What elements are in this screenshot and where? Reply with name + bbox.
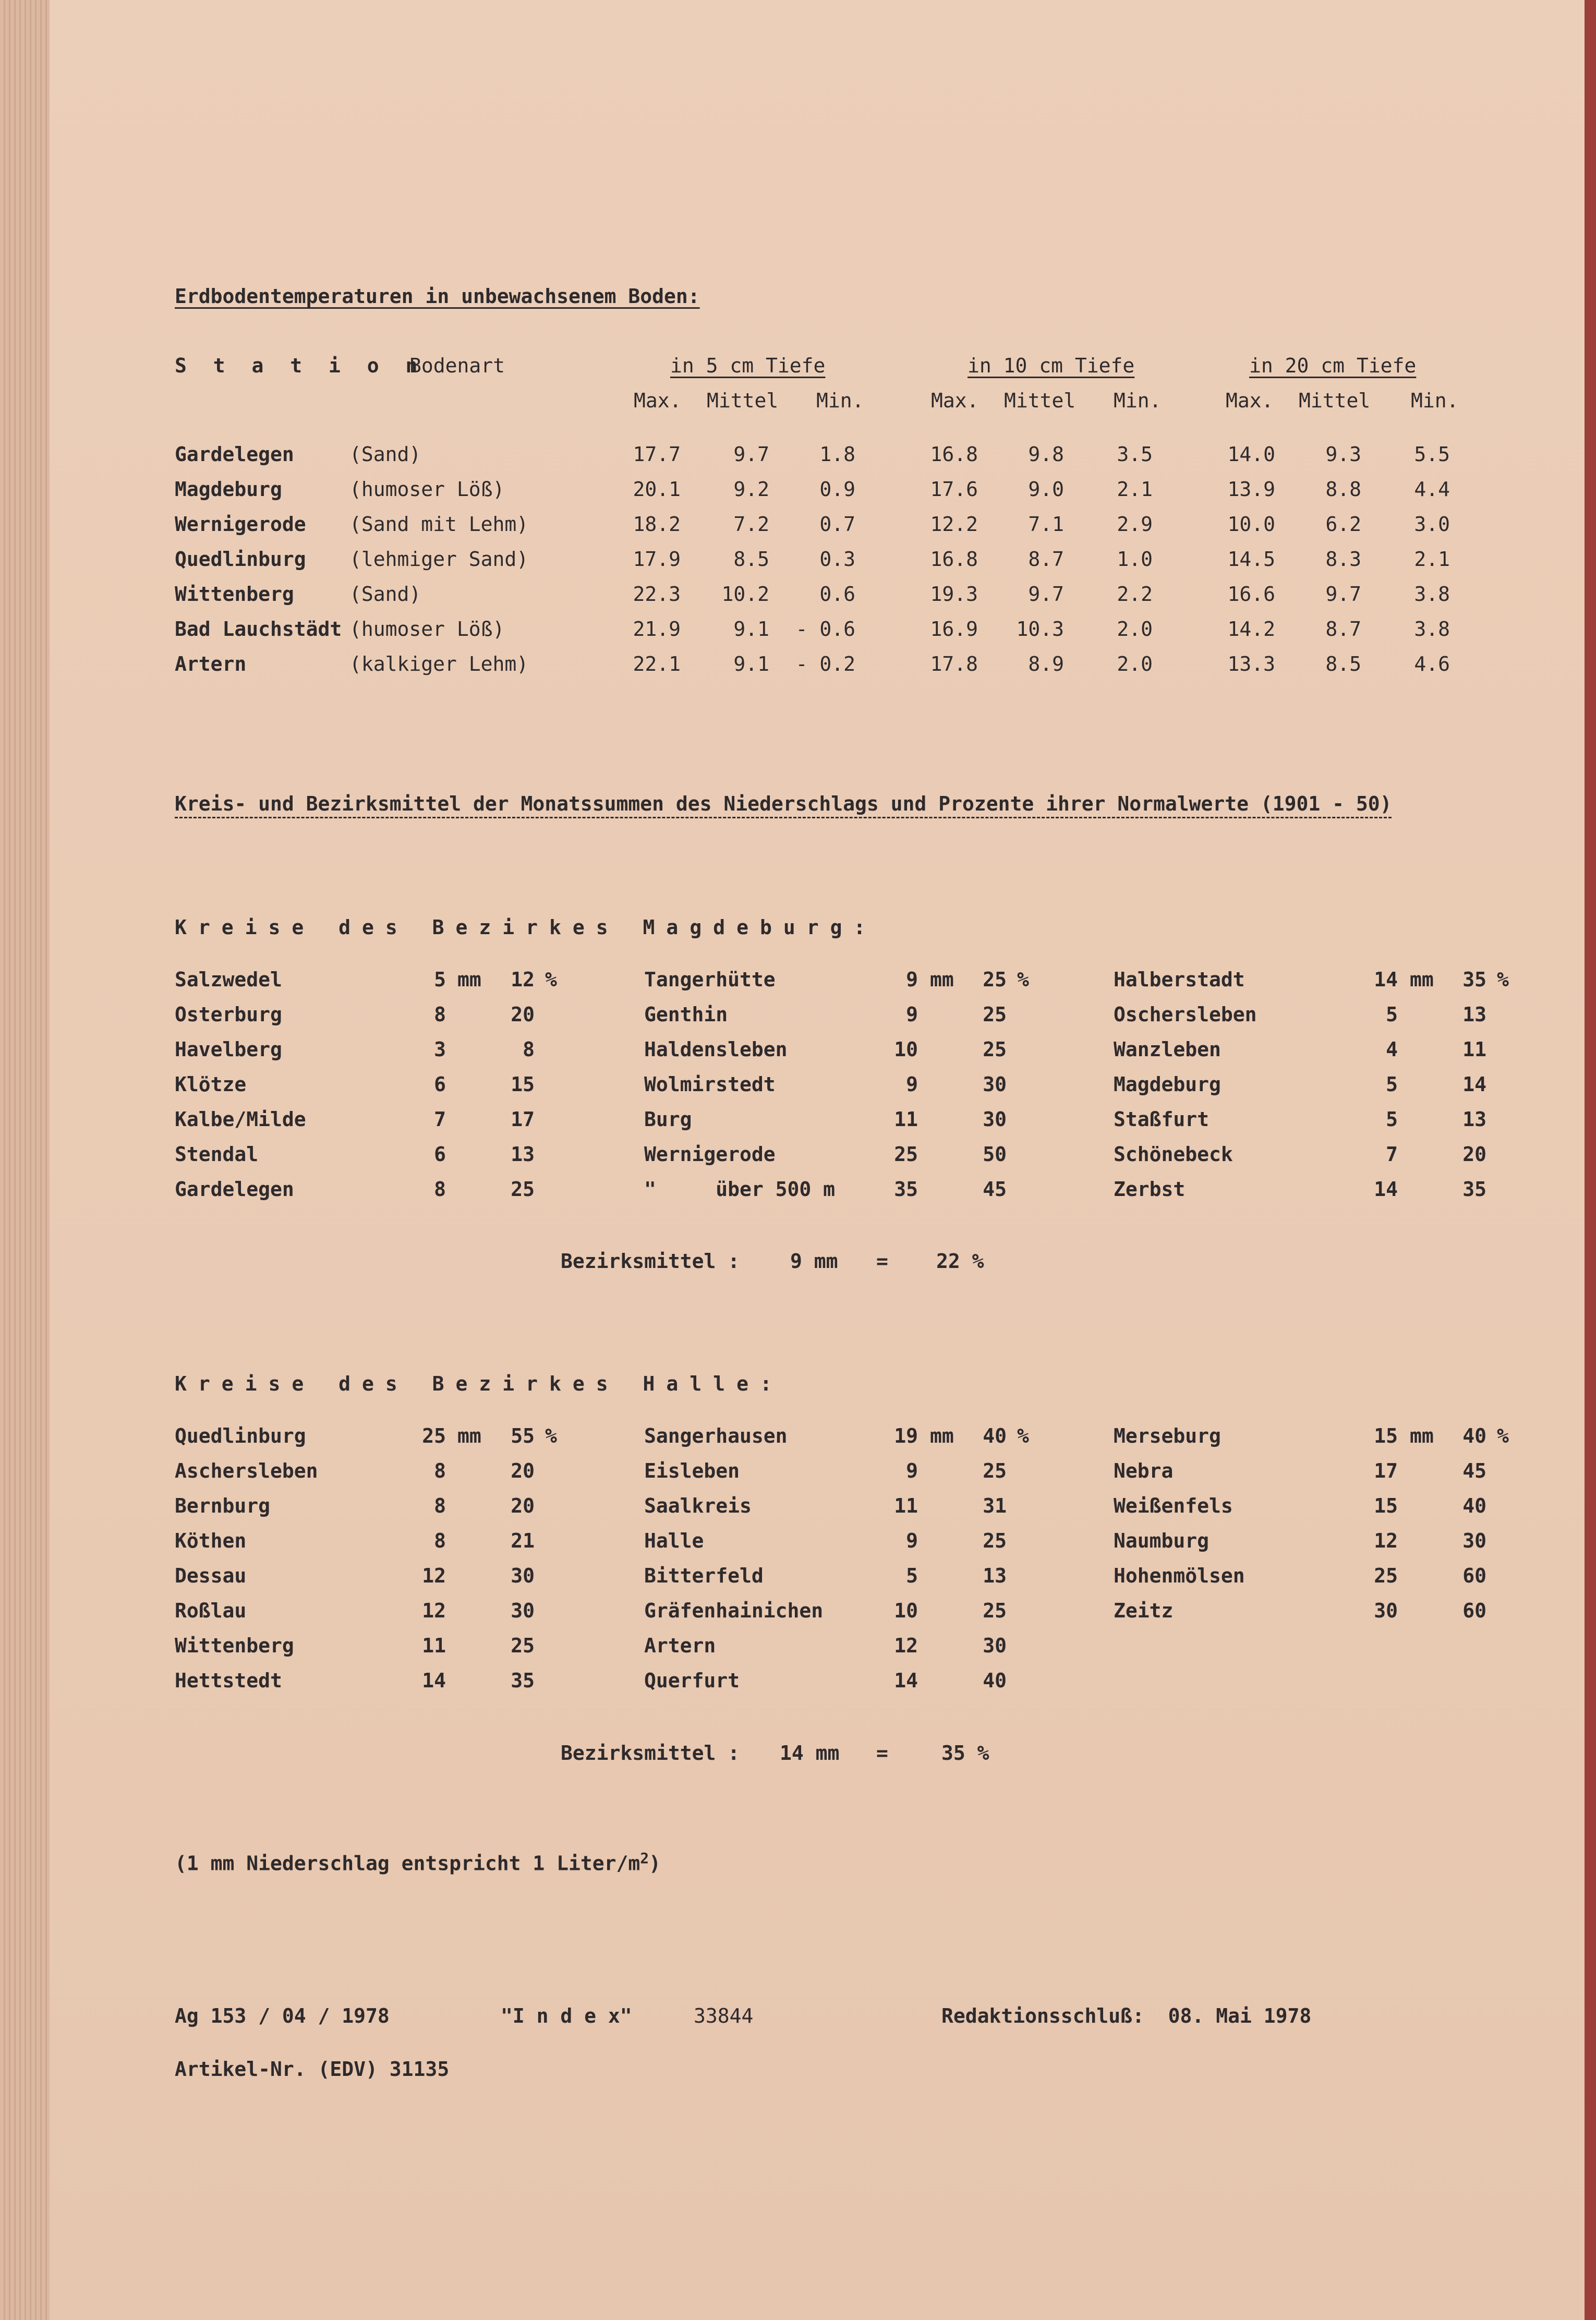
kreis-name: Halle <box>644 1529 704 1552</box>
precip-percent: 35 <box>1462 968 1486 991</box>
precip-mm: 14 <box>1374 1178 1398 1201</box>
temperature-value: 17.9 <box>633 548 681 571</box>
station-name: Magdeburg <box>175 478 282 501</box>
kreis-name: Hohenmölsen <box>1114 1564 1245 1587</box>
precip-percent: 30 <box>983 1108 1007 1131</box>
temperature-value: 0.6 <box>819 583 855 606</box>
kreis-name: Bitterfeld <box>644 1564 764 1587</box>
kreis-name: Sangerhausen <box>644 1424 788 1447</box>
halle-mittel-label: Bezirksmittel : <box>561 1742 740 1765</box>
temperature-value: 3.0 <box>1414 513 1450 536</box>
precip-percent: 45 <box>1462 1459 1486 1482</box>
temperature-value: 2.0 <box>1117 652 1153 675</box>
header-depth-5: in 5 cm Tiefe <box>670 354 826 377</box>
soil-title: Erdbodentemperaturen in unbewachsenem Boden: <box>175 285 700 308</box>
temperature-value: 13.3 <box>1227 652 1275 675</box>
temperature-value: 8.9 <box>1028 652 1064 675</box>
soil-type: (humoser Löß) <box>349 478 505 501</box>
temperature-value: 17.7 <box>633 443 681 466</box>
temperature-value: 8.8 <box>1325 478 1361 501</box>
temperature-value: 17.8 <box>930 652 978 675</box>
precip-mm: 25 <box>1374 1564 1398 1587</box>
temperature-value: 0.3 <box>819 548 855 571</box>
precip-percent: 25 <box>511 1634 535 1657</box>
precip-percent: 30 <box>983 1634 1007 1657</box>
temperature-value: 2.1 <box>1414 548 1450 571</box>
unit-mm: mm <box>457 1424 481 1447</box>
precip-percent: 25 <box>983 1599 1007 1622</box>
unit-mm: mm <box>1410 1424 1434 1447</box>
footnote-text: (1 mm Niederschlag entspricht 1 Liter/m <box>175 1852 640 1875</box>
temperature-value: 8.7 <box>1028 548 1064 571</box>
temperature-value: 6.2 <box>1325 513 1361 536</box>
temperature-value: 0.9 <box>819 478 855 501</box>
precip-percent: 11 <box>1462 1038 1486 1061</box>
kreis-name: Wanzleben <box>1114 1038 1221 1061</box>
precip-mm: 14 <box>422 1669 446 1692</box>
kreis-name: Köthen <box>175 1529 247 1552</box>
precip-mm: 14 <box>1374 968 1398 991</box>
precip-percent: 20 <box>511 1494 535 1517</box>
temperature-value: 8.3 <box>1325 548 1361 571</box>
station-name: Wernigerode <box>175 513 306 536</box>
soil-row <box>50 442 1583 466</box>
precip-mm: 25 <box>894 1143 918 1166</box>
document-page <box>50 0 1585 2320</box>
soil-row <box>50 547 1583 571</box>
header-station: S t a t i o n <box>175 354 425 377</box>
soil-type: (humoser Löß) <box>349 618 505 641</box>
precip-mm: 5 <box>1386 1003 1398 1026</box>
magdeburg-mittel-label: Bezirksmittel : <box>561 1250 740 1273</box>
header-mittel-20: Mittel <box>1299 389 1371 412</box>
precip-percent: 35 <box>1462 1178 1486 1201</box>
magdeburg-heading: Kreise des Bezirkes Magdeburg: <box>175 916 877 939</box>
temperature-value: 16.9 <box>930 618 978 641</box>
precip-percent: 13 <box>1462 1108 1486 1131</box>
precip-percent: 20 <box>1462 1143 1486 1166</box>
precip-percent: 45 <box>983 1178 1007 1201</box>
kreis-name: Stendal <box>175 1143 259 1166</box>
temperature-value: 9.1 <box>733 652 769 675</box>
precip-percent: 25 <box>983 1459 1007 1482</box>
temperature-value: 18.2 <box>633 513 681 536</box>
precip-percent: 30 <box>983 1073 1007 1096</box>
footer-index-number: 33844 <box>694 2004 754 2027</box>
precip-mm: 17 <box>1374 1459 1398 1482</box>
precip-mm: 12 <box>894 1634 918 1657</box>
precip-mm: 9 <box>906 968 918 991</box>
kreis-name: Haldensleben <box>644 1038 788 1061</box>
temperature-value: 8.7 <box>1325 618 1361 641</box>
station-name: Wittenberg <box>175 583 294 606</box>
kreis-name: Zeitz <box>1114 1599 1174 1622</box>
halle-mittel-mm: 14 mm <box>780 1742 840 1765</box>
temperature-value: 2.9 <box>1117 513 1153 536</box>
precip-percent: 21 <box>511 1529 535 1552</box>
station-name: Artern <box>175 652 247 675</box>
header-depth-10: in 10 cm Tiefe <box>968 354 1135 377</box>
temperature-value: 3.8 <box>1414 583 1450 606</box>
soil-type: (lehmiger Sand) <box>349 548 529 571</box>
kreis-name: Wittenberg <box>175 1634 294 1657</box>
precip-percent: 17 <box>511 1108 535 1131</box>
precip-mm: 3 <box>434 1038 446 1061</box>
precip-mm: 8 <box>434 1529 446 1552</box>
percent-sign: % <box>1497 968 1509 991</box>
station-name: Bad Lauchstädt <box>175 618 342 641</box>
halle-mittel-pct: 35 % <box>941 1742 989 1765</box>
header-max-10: Max. <box>931 389 979 412</box>
temperature-value: 9.0 <box>1028 478 1064 501</box>
precip-percent: 13 <box>511 1143 535 1166</box>
temperature-value: 19.3 <box>930 583 978 606</box>
temperature-value: 9.7 <box>733 443 769 466</box>
kreis-name: Havelberg <box>175 1038 282 1061</box>
temperature-value: 14.2 <box>1227 618 1275 641</box>
precip-percent: 25 <box>983 968 1007 991</box>
precip-mm: 25 <box>422 1424 446 1447</box>
header-depth-20: in 20 cm Tiefe <box>1249 354 1417 377</box>
precip-percent: 31 <box>983 1494 1007 1517</box>
kreis-name: Gräfenhainichen <box>644 1599 824 1622</box>
precip-mm: 9 <box>906 1003 918 1026</box>
kreis-name: Aschersleben <box>175 1459 318 1482</box>
temperature-value: 2.0 <box>1117 618 1153 641</box>
temperature-value: - 0.2 <box>795 652 855 675</box>
footer-redaktion: Redaktionsschluß: 08. Mai 1978 <box>941 2004 1312 2027</box>
soil-type: (Sand) <box>349 443 421 466</box>
precip-percent: 40 <box>1462 1424 1486 1447</box>
kreis-name: Osterburg <box>175 1003 282 1026</box>
kreis-name: Bernburg <box>175 1494 271 1517</box>
precip-mm: 30 <box>1374 1599 1398 1622</box>
temperature-value: 0.7 <box>819 513 855 536</box>
temperature-value: 16.6 <box>1227 583 1275 606</box>
precip-mm: 12 <box>422 1564 446 1587</box>
kreis-name: Merseburg <box>1114 1424 1221 1447</box>
precip-percent: 25 <box>983 1529 1007 1552</box>
magdeburg-mittel-pct: 22 % <box>936 1250 984 1273</box>
magdeburg-mittel-mm: 9 mm <box>790 1250 838 1273</box>
precip-mm: 15 <box>1374 1424 1398 1447</box>
station-name: Gardelegen <box>175 443 294 466</box>
kreis-name: Saalkreis <box>644 1494 752 1517</box>
precip-percent: 30 <box>1462 1529 1486 1552</box>
precip-percent: 35 <box>511 1669 535 1692</box>
precip-mm: 8 <box>434 1003 446 1026</box>
soil-row <box>50 582 1583 606</box>
temperature-value: 10.2 <box>721 583 769 606</box>
temperature-value: 8.5 <box>733 548 769 571</box>
kreis-name: Wernigerode <box>644 1143 776 1166</box>
temperature-value: 4.4 <box>1414 478 1450 501</box>
precip-percent: 55 <box>511 1424 535 1447</box>
temperature-value: 2.2 <box>1117 583 1153 606</box>
temperature-value: 12.2 <box>930 513 978 536</box>
kreis-name: Naumburg <box>1114 1529 1210 1552</box>
precip-mm: 15 <box>1374 1494 1398 1517</box>
precip-mm: 9 <box>906 1459 918 1482</box>
header-mittel-10: Mittel <box>1004 389 1076 412</box>
precip-mm: 4 <box>1386 1038 1398 1061</box>
unit-mm: mm <box>1410 968 1434 991</box>
percent-sign: % <box>1497 1424 1509 1447</box>
kreis-name: Schönebeck <box>1114 1143 1233 1166</box>
percent-sign: % <box>545 968 557 991</box>
temperature-value: 16.8 <box>930 548 978 571</box>
precip-percent: 20 <box>511 1003 535 1026</box>
kreis-name: Halberstadt <box>1114 968 1245 991</box>
temperature-value: 3.8 <box>1414 618 1450 641</box>
kreis-name: Nebra <box>1114 1459 1174 1482</box>
precip-mm: 11 <box>894 1108 918 1131</box>
precip-mm: 9 <box>906 1073 918 1096</box>
precip-mm: 5 <box>906 1564 918 1587</box>
unit-mm: mm <box>457 968 481 991</box>
precip-percent: 25 <box>511 1178 535 1201</box>
precip-percent: 60 <box>1462 1564 1486 1587</box>
precip-percent: 25 <box>983 1038 1007 1061</box>
temperature-value: 5.5 <box>1414 443 1450 466</box>
soil-type: (kalkiger Lehm) <box>349 652 529 675</box>
temperature-value: 9.8 <box>1028 443 1064 466</box>
precip-percent: 40 <box>983 1669 1007 1692</box>
precip-mm: 19 <box>894 1424 918 1447</box>
temperature-value: 14.5 <box>1227 548 1275 571</box>
temperature-value: 1.0 <box>1117 548 1153 571</box>
temperature-value: 10.3 <box>1016 618 1064 641</box>
temperature-value: 17.6 <box>930 478 978 501</box>
kreis-name: Staßfurt <box>1114 1108 1210 1131</box>
kreis-name: Salzwedel <box>175 968 282 991</box>
precip-percent: 40 <box>1462 1494 1486 1517</box>
temperature-value: 3.5 <box>1117 443 1153 466</box>
station-name: Quedlinburg <box>175 548 306 571</box>
percent-sign: % <box>1017 1424 1029 1447</box>
precip-percent: 14 <box>1462 1073 1486 1096</box>
precip-percent: 25 <box>983 1003 1007 1026</box>
precip-percent: 15 <box>511 1073 535 1096</box>
precip-percent: 20 <box>511 1459 535 1482</box>
precip-percent: 8 <box>523 1038 535 1061</box>
kreis-name: Artern <box>644 1634 716 1657</box>
precip-percent: 13 <box>983 1564 1007 1587</box>
soil-row <box>50 617 1583 641</box>
kreis-name: Roßlau <box>175 1599 247 1622</box>
precip-mm: 12 <box>1374 1529 1398 1552</box>
header-min-10: Min. <box>1114 389 1162 412</box>
halle-heading: Kreise des Bezirkes Halle: <box>175 1372 783 1395</box>
kreis-name: Burg <box>644 1108 692 1131</box>
soil-type: (Sand mit Lehm) <box>349 513 529 536</box>
precip-percent: 30 <box>511 1564 535 1587</box>
temperature-value: 9.7 <box>1028 583 1064 606</box>
percent-sign: % <box>545 1424 557 1447</box>
precip-mm: 11 <box>894 1494 918 1517</box>
header-min-5: Min. <box>816 389 864 412</box>
temperature-value: 4.6 <box>1414 652 1450 675</box>
temperature-value: - 0.6 <box>795 618 855 641</box>
temperature-value: 9.1 <box>733 618 769 641</box>
footnote-close: ) <box>649 1852 661 1875</box>
header-min-20: Min. <box>1411 389 1459 412</box>
kreis-name: Gardelegen <box>175 1178 294 1201</box>
precip-mm: 5 <box>434 968 446 991</box>
kreis-name: Zerbst <box>1114 1178 1186 1201</box>
precip-mm: 35 <box>894 1178 918 1201</box>
precip-percent: 60 <box>1462 1599 1486 1622</box>
kreis-name: Weißenfels <box>1114 1494 1233 1517</box>
footer-artikel: Artikel-Nr. (EDV) 31135 <box>175 2058 450 2081</box>
temperature-value: 20.1 <box>633 478 681 501</box>
binder-edge <box>1585 0 1596 2320</box>
kreis-name: Genthin <box>644 1003 728 1026</box>
precip-mm: 8 <box>434 1459 446 1482</box>
precip-mm: 7 <box>1386 1143 1398 1166</box>
temperature-value: 22.3 <box>633 583 681 606</box>
footnote <box>175 1846 661 1876</box>
kreis-name: Eisleben <box>644 1459 740 1482</box>
precip-mm: 10 <box>894 1599 918 1622</box>
footer-ag: Ag 153 / 04 / 1978 <box>175 2004 390 2027</box>
precip-percent: 30 <box>511 1599 535 1622</box>
kreis-name: Dessau <box>175 1564 247 1587</box>
soil-row <box>50 652 1583 676</box>
precip-mm: 6 <box>434 1073 446 1096</box>
kreis-name: Magdeburg <box>1114 1073 1221 1096</box>
kreis-name: Wolmirstedt <box>644 1073 776 1096</box>
header-bodenart: Bodenart <box>409 354 505 377</box>
soil-type: (Sand) <box>349 583 421 606</box>
kreis-name: Querfurt <box>644 1669 740 1692</box>
kreis-name: Kalbe/Milde <box>175 1108 306 1131</box>
precip-mm: 9 <box>906 1529 918 1552</box>
header-max-5: Max. <box>634 389 682 412</box>
temperature-value: 7.1 <box>1028 513 1064 536</box>
precip-mm: 7 <box>434 1108 446 1131</box>
halle-mittel-eq: = <box>876 1742 888 1765</box>
temperature-value: 9.7 <box>1325 583 1361 606</box>
kreis-name: Quedlinburg <box>175 1424 306 1447</box>
temperature-value: 9.3 <box>1325 443 1361 466</box>
temperature-value: 1.8 <box>819 443 855 466</box>
temperature-value: 8.5 <box>1325 652 1361 675</box>
precip-mm: 11 <box>422 1634 446 1657</box>
precip-percent: 13 <box>1462 1003 1486 1026</box>
temperature-value: 13.9 <box>1227 478 1275 501</box>
magdeburg-mittel-eq: = <box>876 1250 888 1273</box>
soil-row <box>50 512 1583 536</box>
precip-mm: 8 <box>434 1494 446 1517</box>
precip-mm: 10 <box>894 1038 918 1061</box>
precip-mm: 5 <box>1386 1108 1398 1131</box>
percent-sign: % <box>1017 968 1029 991</box>
header-mittel-5: Mittel <box>707 389 779 412</box>
precip-mm: 12 <box>422 1599 446 1622</box>
precip-mm: 6 <box>434 1143 446 1166</box>
precip-percent: 50 <box>983 1143 1007 1166</box>
precip-mm: 14 <box>894 1669 918 1692</box>
precip-percent: 12 <box>511 968 535 991</box>
kreis-name: Tangerhütte <box>644 968 776 991</box>
unit-mm: mm <box>930 968 954 991</box>
temperature-value: 2.1 <box>1117 478 1153 501</box>
header-max-20: Max. <box>1226 389 1274 412</box>
temperature-value: 7.2 <box>733 513 769 536</box>
kreis-name: Hettstedt <box>175 1669 282 1692</box>
unit-mm: mm <box>930 1424 954 1447</box>
precip-title: Kreis- und Bezirksmittel der Monatssummen des Niederschlags und Prozente ihrer Normalwerte (1901 - 50) <box>175 792 1392 815</box>
temperature-value: 21.9 <box>633 618 681 641</box>
temperature-value: 14.0 <box>1227 443 1275 466</box>
precip-percent: 40 <box>983 1424 1007 1447</box>
temperature-value: 16.8 <box>930 443 978 466</box>
temperature-value: 9.2 <box>733 478 769 501</box>
precip-mm: 5 <box>1386 1073 1398 1096</box>
kreis-name: Oschersleben <box>1114 1003 1257 1026</box>
kreis-name: Klötze <box>175 1073 247 1096</box>
soil-row <box>50 477 1583 501</box>
footer-index: "I n d e x" <box>501 2004 632 2027</box>
temperature-value: 10.0 <box>1227 513 1275 536</box>
temperature-value: 22.1 <box>633 652 681 675</box>
precip-mm: 8 <box>434 1178 446 1201</box>
kreis-name: " über 500 m <box>644 1178 836 1201</box>
page-stack-edge <box>0 0 50 2320</box>
footnote-sup: 2 <box>640 1850 649 1867</box>
